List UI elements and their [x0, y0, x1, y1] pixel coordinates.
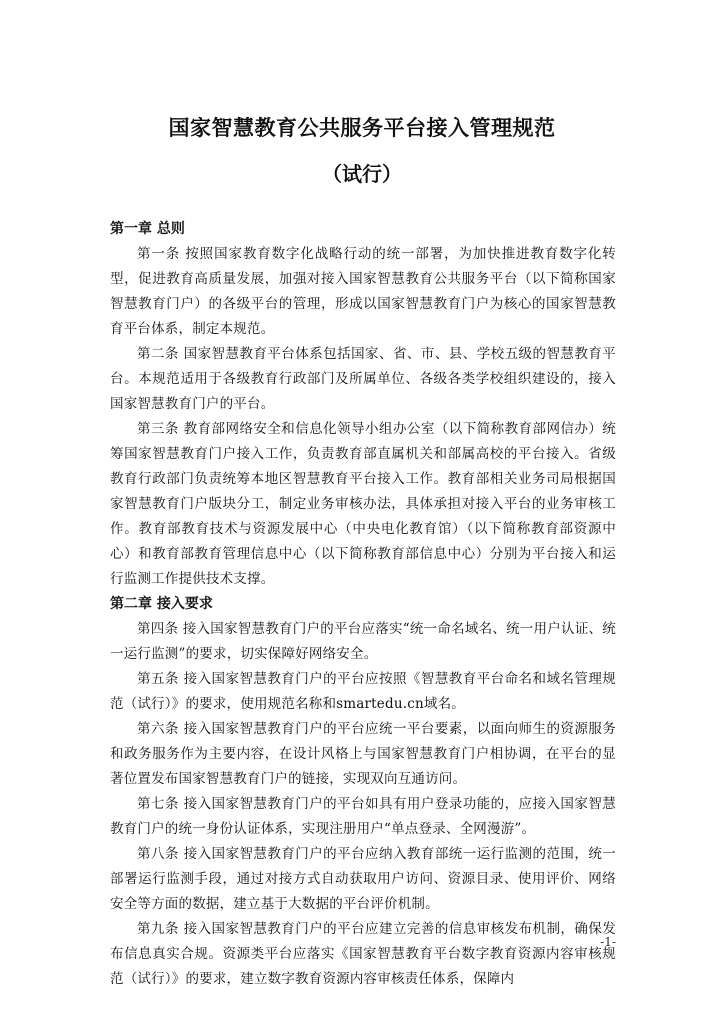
document-title: 国家智慧教育公共服务平台接入管理规范 — [168, 116, 556, 140]
document-body — [110, 217, 616, 992]
article-paragraph: 第二条 国家智慧教育平台体系包括国家、省、市、县、学校五级的智慧教育平台。本规范适用于各级教育行政部门及所属单位、各级各类学校组织建设的，接入国家智慧教育门户的平台。 — [110, 346, 616, 412]
document-subtitle: （试行） — [322, 162, 402, 186]
article-paragraph: 第九条 接入国家智慧教育门户的平台应建立完善的信息审核发布机制，确保发布信息真实合规。资源类平台应落实《国家智慧教育平台数字教育资源内容审核规范（试行）》的要求，建立数字教育资源内容审核责任体系，保障内 — [110, 921, 616, 987]
article-paragraph: 第八条 接入国家智慧教育门户的平台应纳入教育部统一运行监测的范围，统一部署运行监测手段，通过对接方式自动获取用户访问、资源目录、使用评价、网络安全等方面的数据，建立基于大数据的平台评价机制。 — [110, 846, 616, 912]
chapter-heading: 第一章 总则 — [110, 221, 185, 237]
article-paragraph: 第六条 接入国家智慧教育门户的平台应统一平台要素，以面向师生的资源服务和政务服务作为主要内容，在设计风格上与国家智慧教育门户相协调，在平台的显著位置发布国家智慧教育门户的链接，实现双向互通访问。 — [110, 721, 616, 787]
article-paragraph: 第一条 按照国家教育数字化战略行动的统一部署，为加快推进教育数字化转型，促进教育高质量发展，加强对接入国家智慧教育公共服务平台（以下简称国家智慧教育门户）的各级平台的管理，形成以国家智慧教育门户为核心的国家智慧教育平台体系，制定本规范。 — [110, 246, 616, 337]
article-paragraph: 第五条 接入国家智慧教育门户的平台应按照《智慧教育平台命名和域名管理规范（试行）》的要求，使用规范名称和smartedu.cn域名。 — [110, 671, 616, 712]
article-paragraph: 第三条 教育部网络安全和信息化领导小组办公室（以下简称教育部网信办）统筹国家智慧教育门户接入工作，负责教育部直属机关和部属高校的平台接入。省级教育行政部门负责统筹本地区智慧教育平台接入工作。教育部相关业务司局根据国家智慧教育门户版块分工，制定业务审核办法，具体承担对接入平台的业务审核工作。教育部教育技术与资源发展中心（中央电化教育馆）（以下简称教育部资源中心）和教育部教育管理信息中心（以下简称教育部信息中心）分别为平台接入和运行监测工作提供技术支撑。 — [110, 421, 616, 587]
article-paragraph: 第七条 接入国家智慧教育门户的平台如具有用户登录功能的，应接入国家智慧教育门户的统一身份认证体系，实现注册用户“单点登录、全网漫游”。 — [110, 796, 616, 837]
page-number: -1- — [600, 935, 616, 949]
chapter-heading: 第二章 接入要求 — [110, 596, 213, 612]
article-paragraph: 第四条 接入国家智慧教育门户的平台应落实“统一命名域名、统一用户认证、统一运行监测”的要求，切实保障好网络安全。 — [110, 621, 616, 662]
